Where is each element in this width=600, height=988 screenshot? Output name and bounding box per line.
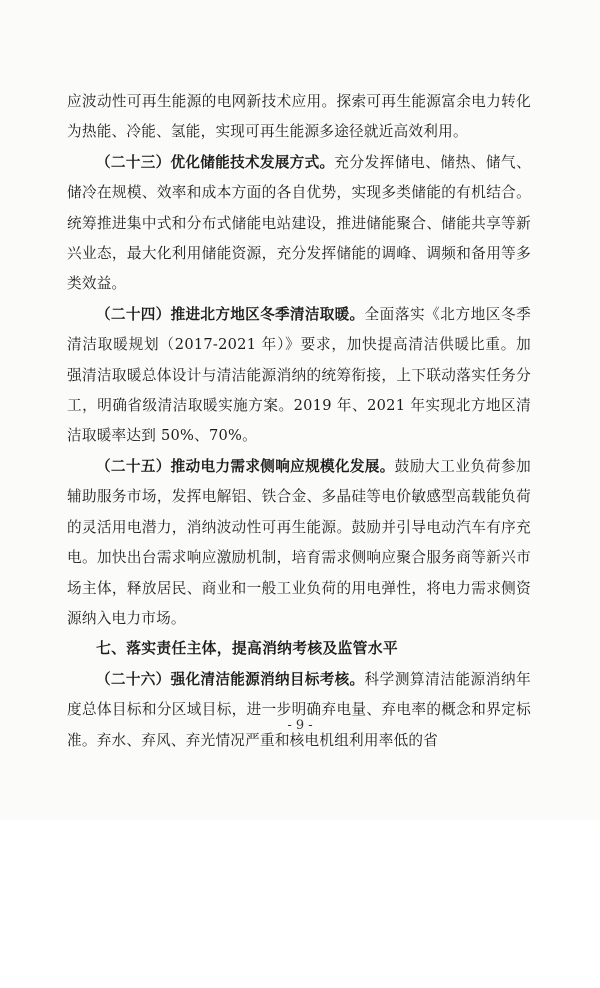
paragraph-lead: （二十五）推动电力需求侧响应规模化发展。 — [96, 457, 395, 475]
body-text — [67, 87, 531, 756]
paragraph-lead: （二十三）优化储能技术发展方式。 — [96, 153, 335, 171]
section-heading: 七、落实责任主体，提高消纳考核及监管水平 — [96, 640, 398, 658]
blank-area — [0, 820, 600, 988]
paragraph-continuation — [67, 87, 531, 148]
paragraph-26 — [67, 665, 531, 756]
paragraph-text: 科学测算清洁能源消纳年度总体目标和分区域目标，进一步明确弃电量、弃电率的概念和界定标准。弃水、弃风、弃光情况严重和核电机组利用率低的省 — [67, 670, 531, 749]
paragraph-lead: （二十六）强化清洁能源消纳目标考核。 — [96, 670, 365, 688]
paragraph-text: 全面落实《北方地区冬季清洁取暖规划（2017-2021 年）》要求，加快提高清洁供暖比重。加强清洁取暖总体设计与清洁能源消纳的统筹衔接，上下联动落实任务分工，明确省级清洁取暖实施方案。2019 年、2021 年实现北方地区清洁取暖率达到 50%、70%。 — [67, 305, 531, 445]
paragraph-text: 充分发挥储电、储热、储气、储冷在规模、效率和成本方面的各自优势，实现多类储能的有机结合。统筹推进集中式和分布式储能电站建设，推进储能聚合、储能共享等新兴业态，最大化利用储能资源，充分发挥储能的调峰、调频和备用等多类效益。 — [67, 153, 531, 293]
paragraph-25 — [67, 452, 531, 634]
page-number: - 9 - — [287, 718, 313, 733]
paragraph-text: 鼓励大工业负荷参加辅助服务市场，发挥电解铝、铁合金、多晶硅等电价敏感型高载能负荷的灵活用电潜力，消纳波动性可再生能源。鼓励并引导电动汽车有序充电。加快出台需求响应激励机制，培育需求侧响应聚合服务商等新兴市场主体，释放居民、商业和一般工业负荷的用电弹性，将电力需求侧资源纳入电力市场。 — [67, 457, 531, 627]
paragraph-23 — [67, 148, 531, 300]
paragraph-lead: （二十四）推进北方地区冬季清洁取暖。 — [96, 305, 365, 323]
paragraph-text: 应波动性可再生能源的电网新技术应用。探索可再生能源富余电力转化为热能、冷能、氢能，实现可再生能源多途径就近高效利用。 — [67, 93, 531, 141]
paragraph-24 — [67, 300, 531, 452]
